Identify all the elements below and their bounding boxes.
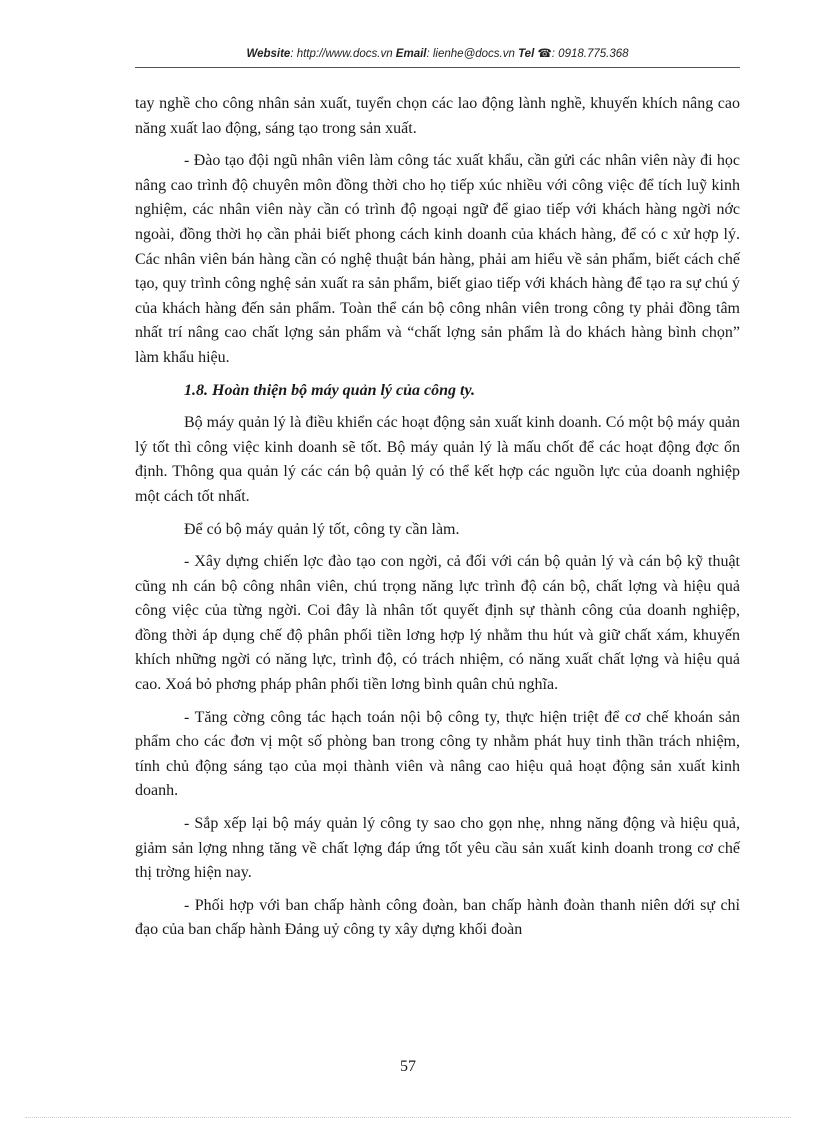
- paragraph-7: - Sắp xếp lại bộ máy quản lý công ty sao cho gọn nhẹ, nhng năng động và hiệu quả, giảm sản lợng nhng tăng về chất lợng đáp ứng tốt yêu cầu sản xuất kinh doanh trong cơ chế thị trờng hiện nay.: [135, 815, 740, 882]
- paragraph-2: - Đào tạo đội ngũ nhân viên làm công tác xuất khẩu, cần gửi các nhân viên này đi học nâng cao trình độ chuyên môn đồng thời cho họ tiếp xúc nhiều với công việc để tích luỹ kinh nghiệm, các nhân viên này cần có trình độ ngoại ngữ để giao tiếp với khách hàng ngời nớc ngoài, đồng thời họ cần phải biết phong cách kinh doanh của khách hàng, để có c xử hợp lý. Các nhân viên bán hàng cần có nghệ thuật bán hàng, phải am hiểu về sản phẩm, biết cách chế tạo, quy trình công nghệ sản xuất ra sản phẩm, biết giao tiếp với khách hàng để tạo ra sự chú ý của khách hàng đến sản phẩm. Toàn thể cán bộ công nhân viên trong công ty phải đồng tâm nhất trí nâng cao chất lợng sản phẩm và “chất lợng sản phẩm là do khách hàng bình chọn” làm khẩu hiệu.: [135, 152, 740, 366]
- tel-value: : 0918.775.368: [551, 48, 629, 60]
- page-number: 57: [400, 1058, 416, 1075]
- paragraph-3: Bộ máy quản lý là điều khiển các hoạt động sản xuất kinh doanh. Có một bộ máy quản lý tốt thì công việc kinh doanh sẽ tốt. Bộ máy quản lý là mấu chốt để các hoạt động đợc ổn định. Thông qua quản lý các cán bộ quản lý có thể kết hợp các nguồn lực của doanh nghiệp một cách tốt nhất.: [135, 414, 740, 505]
- footer-divider: [25, 1117, 791, 1118]
- website-label: Website: [246, 48, 291, 60]
- section-heading: 1.8. Hoàn thiện bộ máy quản lý của công ty.: [184, 381, 475, 399]
- paragraph-8: - Phối hợp với ban chấp hành công đoàn, ban chấp hành đoàn thanh niên dới sự chỉ đạo của ban chấp hành Đảng uỷ công ty xây dựng khối đoàn: [135, 896, 740, 939]
- header-divider: [135, 67, 740, 68]
- page-header: [135, 46, 740, 68]
- paragraph-6: - Tăng cờng công tác hạch toán nội bộ công ty, thực hiện triệt để cơ chế khoán sản phẩm cho các đơn vị một số phòng ban trong công ty nhằm phát huy tinh thần trách nhiệm, tính chủ động sáng tạo của mọi thành viên và nâng cao hiệu quả hoạt động sản xuất kinh doanh.: [135, 708, 740, 800]
- document-body: [135, 92, 740, 951]
- email-label: Email: [395, 48, 427, 60]
- paragraph-1: tay nghề cho công nhân sản xuất, tuyển chọn các lao động lành nghề, khuyến khích nâng cao năng xuất lao động, sáng tạo trong sản xuất.: [135, 95, 740, 137]
- paragraph-5: - Xây dựng chiến lợc đào tạo con ngời, cả đối với cán bộ quản lý và cán bộ kỹ thuật cũng nh cán bộ công nhân viên, chú trọng năng lực trình độ cán bộ, chất lợng và hiệu quả công việc của từng ngời. Coi đây là nhân tốt quyết định sự thành công của doanh nghiệp, đồng thời áp dụng chế độ phân phối tiền lơng hợp lý nhằm thu hút và giữ chất xám, khuyến khích những ngời có năng lực, trình độ, có trách nhiệm, có năng xuất chất lợng và hiệu quả cao. Xoá bỏ phơng pháp phân phối tiền lơng bình quân chủ nghĩa.: [135, 553, 740, 694]
- email-value: : lienhe@docs.vn: [426, 48, 515, 60]
- website-value: : http://www.docs.vn: [290, 48, 393, 60]
- paragraph-4: Để có bộ máy quản lý tốt, công ty cần làm.: [184, 520, 460, 538]
- tel-label: Tel ☎: [518, 48, 552, 60]
